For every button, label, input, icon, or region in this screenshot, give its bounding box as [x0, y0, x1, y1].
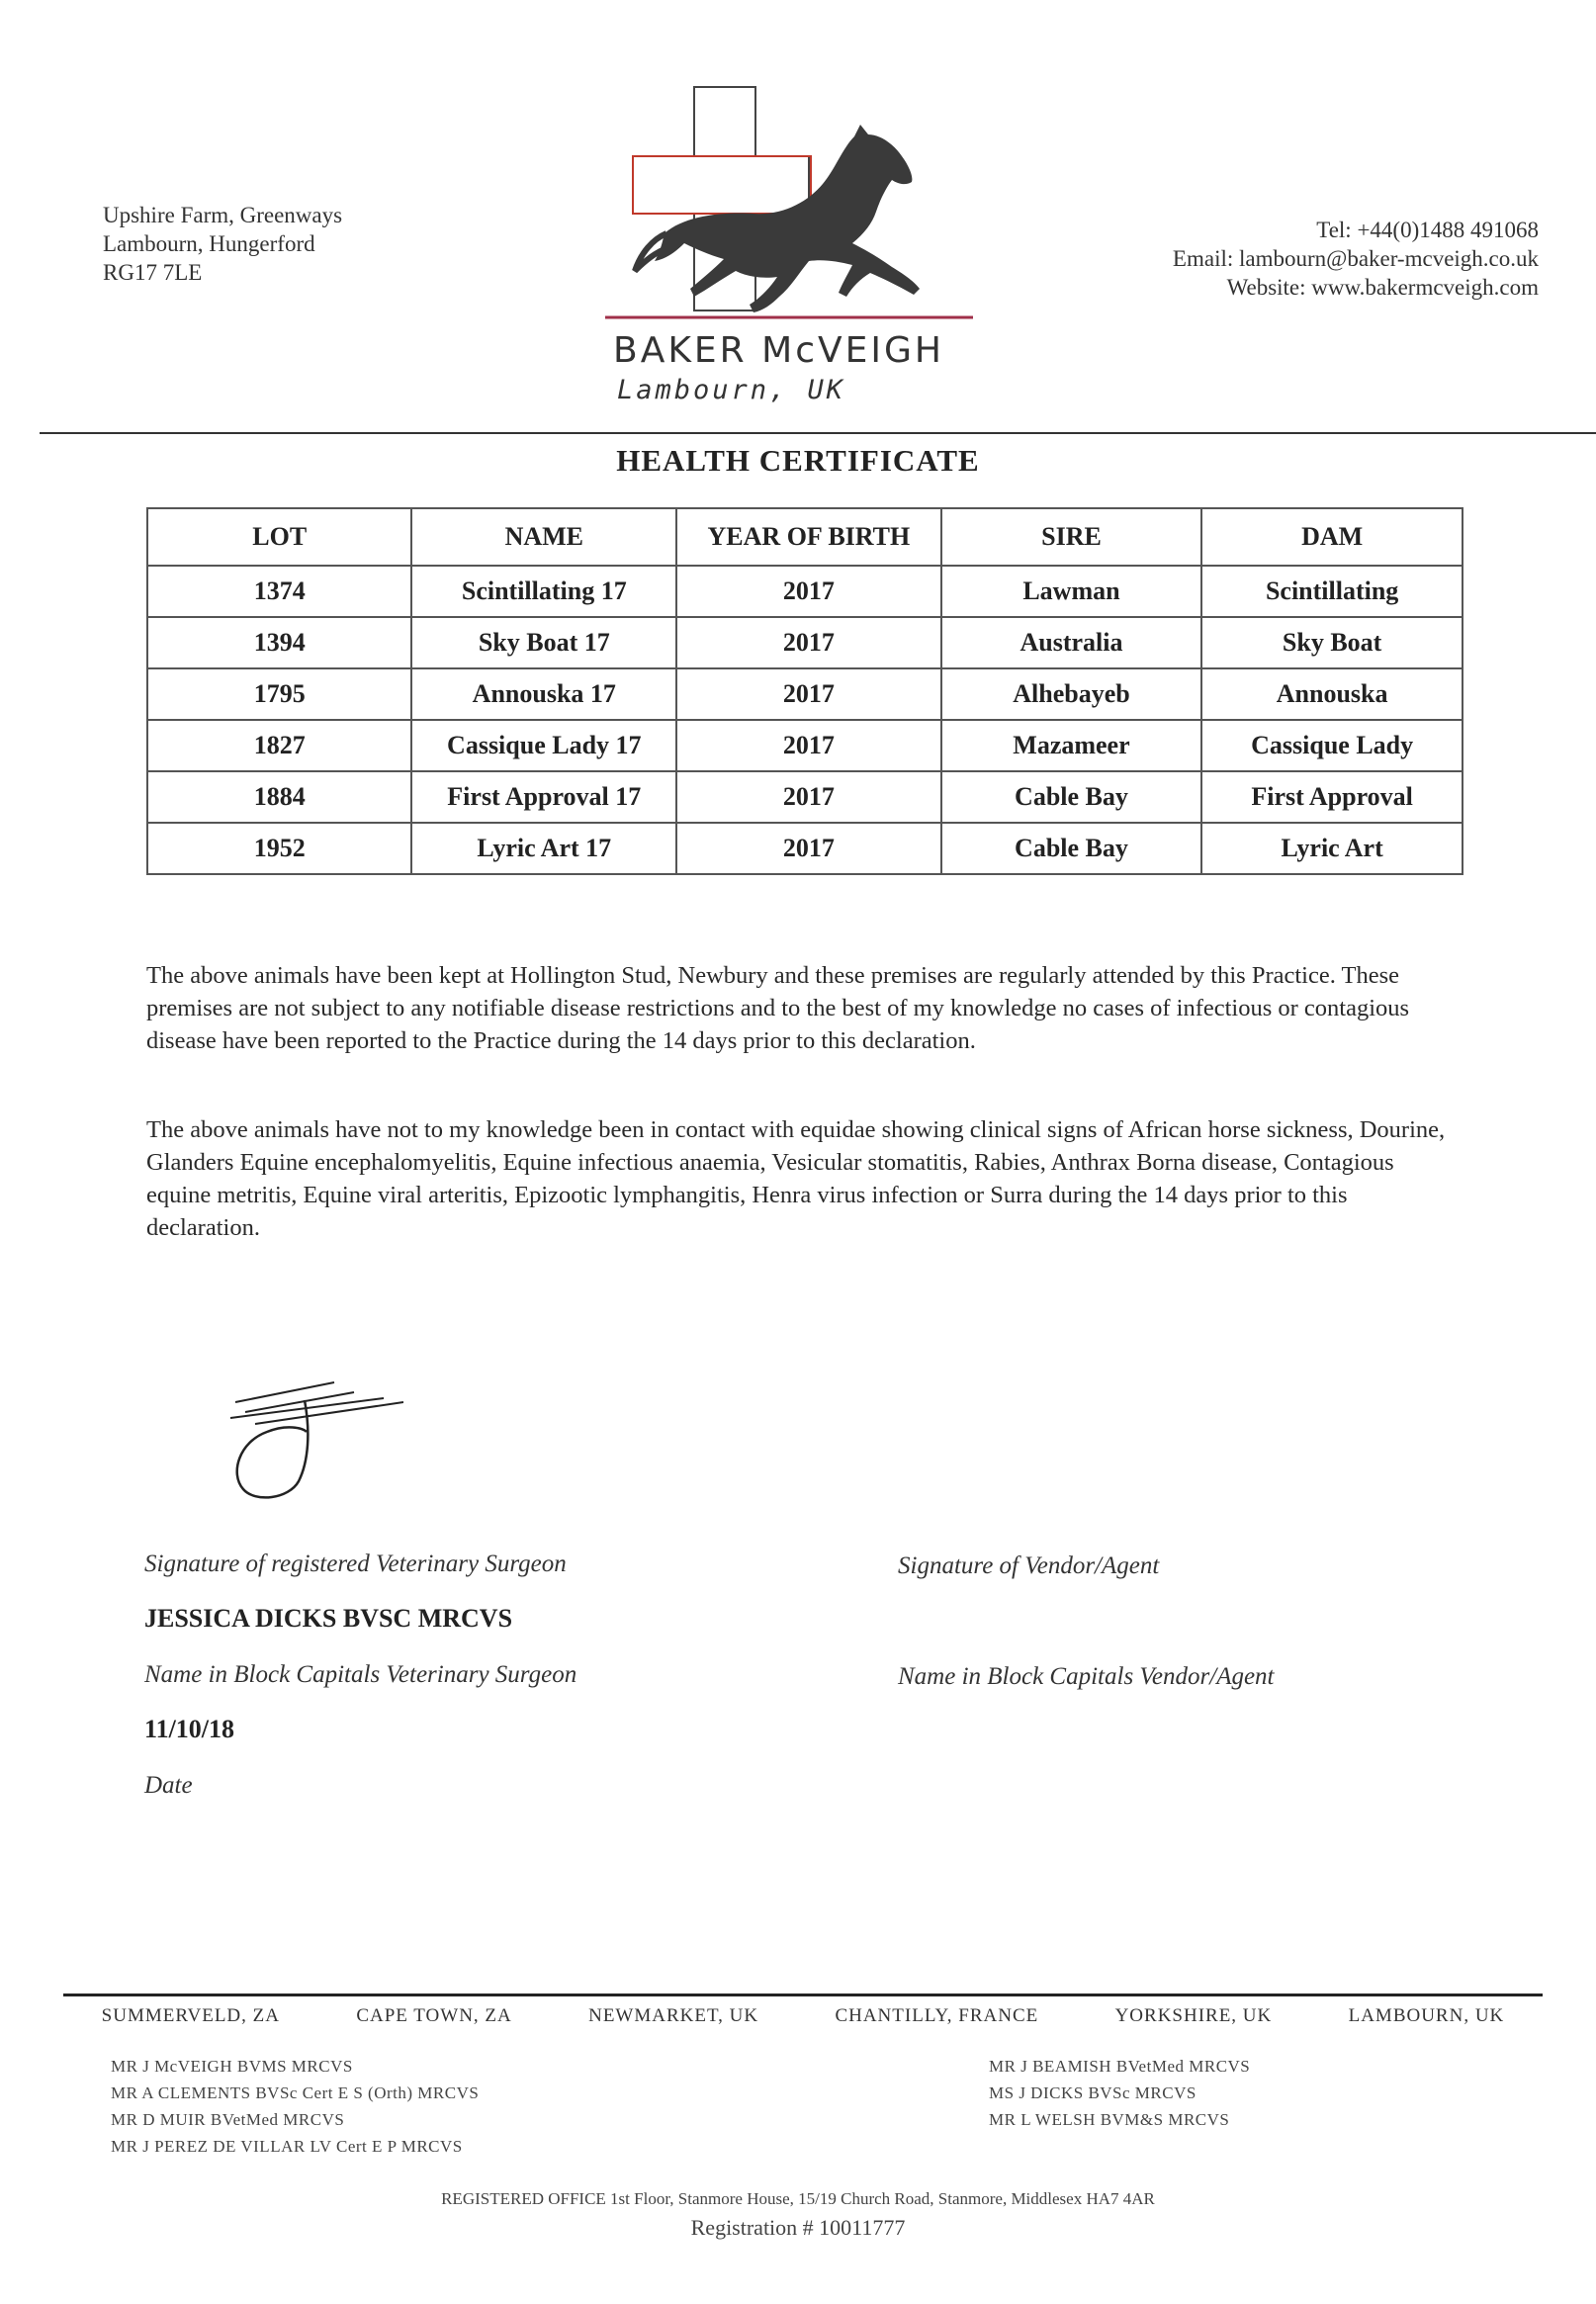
vet-signature-label: Signature of registered Veterinary Surgeon [144, 1551, 567, 1577]
registration-number: Registration # 10011777 [690, 2215, 906, 2240]
name-cell: First Approval 17 [411, 771, 676, 823]
certificate-title: HEALTH CERTIFICATE [616, 443, 980, 478]
lot-cell: 1827 [147, 720, 411, 771]
table-row [147, 668, 1463, 720]
vet-name: JESSICA DICKS BVSC MRCVS [144, 1604, 513, 1633]
sire-cell: Alhebayeb [941, 668, 1202, 720]
table-header-row [147, 508, 1463, 566]
office-location: YORKSHIRE, UK [1114, 2005, 1273, 2026]
col-header-year-of-birth: YEAR OF BIRTH [676, 508, 941, 566]
contact-website: Website: www.bakermcveigh.com [1226, 275, 1539, 300]
declaration-paragraph-disease: The above animals have not to my knowledge been in contact with equidae showing clinical signs of African horse sickness, Dourine, Glanders Equine encephalomyelitis, Equine infectious anaemia, Vesicular stomatitis, Rabies, Anthrax Borna disease, Contagious equine metritis, Equine viral arteritis, Epizootic lymphangitis, Henra virus infection or Surra during the 14 days prior to this declaration. [146, 1116, 1446, 1241]
staff-list-left [111, 2053, 479, 2160]
year-cell: 2017 [676, 823, 941, 874]
declaration-paragraph-premises: The above animals have been kept at Hollington Stud, Newbury and these premises are regularly attended by this Practice. These premises are not subject to any notifiable disease restrictions and to the best of my knowledge no cases of infectious or contagious disease have been reported to the Practice during the 14 days prior to this declaration. [146, 962, 1410, 1054]
name-cell: Sky Boat 17 [411, 617, 676, 668]
table-row [147, 566, 1463, 617]
registered-office: REGISTERED OFFICE 1st Floor, Stanmore House, 15/19 Church Road, Stanmore, Middlesex HA7 4AR [441, 2189, 1155, 2208]
cross-red-mark [633, 156, 811, 214]
office-location: NEWMARKET, UK [588, 2005, 759, 2026]
col-header-sire: SIRE [941, 508, 1202, 566]
dam-cell: Annouska [1201, 668, 1463, 720]
horse-table [146, 507, 1463, 875]
date-label: Date [144, 1772, 193, 1799]
lot-cell: 1394 [147, 617, 411, 668]
header-divider [40, 432, 1596, 434]
office-location: LAMBOURN, UK [1348, 2005, 1505, 2026]
name-cell: Cassique Lady 17 [411, 720, 676, 771]
dam-cell: Scintillating [1201, 566, 1463, 617]
lot-cell: 1374 [147, 566, 411, 617]
certificate-date: 11/10/18 [144, 1715, 235, 1743]
lot-cell: 1795 [147, 668, 411, 720]
staff-member: MR J McVEIGH BVMS MRCVS [111, 2057, 353, 2076]
address-line: RG17 7LE [103, 260, 203, 285]
year-cell: 2017 [676, 771, 941, 823]
staff-member: MR A CLEMENTS BVSc Cert E S (Orth) MRCVS [111, 2083, 480, 2102]
brand-name: BAKER McVEIGH [613, 330, 944, 371]
office-locations [63, 2005, 1543, 2027]
year-cell: 2017 [676, 668, 941, 720]
vet-name-label: Name in Block Capitals Veterinary Surgeon [144, 1661, 577, 1688]
table-row [147, 823, 1463, 874]
contact-phone: Tel: +44(0)1488 491068 [1316, 218, 1539, 242]
staff-member: MR J BEAMISH BVetMed MRCVS [989, 2057, 1251, 2076]
sire-cell: Lawman [941, 566, 1202, 617]
staff-member: MR L WELSH BVM&S MRCVS [989, 2110, 1230, 2129]
table-row [147, 771, 1463, 823]
sire-cell: Mazameer [941, 720, 1202, 771]
sire-cell: Australia [941, 617, 1202, 668]
staff-member: MS J DICKS BVSc MRCVS [989, 2083, 1197, 2102]
contact-details [1173, 216, 1539, 302]
address-line: Upshire Farm, Greenways [103, 203, 343, 227]
contact-email: Email: lambourn@baker-mcveigh.co.uk [1172, 246, 1539, 271]
dam-cell: Cassique Lady [1201, 720, 1463, 771]
vet-handwritten-signature [216, 1363, 403, 1501]
office-location: CAPE TOWN, ZA [356, 2005, 512, 2026]
staff-member: MR D MUIR BVetMed MRCVS [111, 2110, 345, 2129]
office-location: SUMMERVELD, ZA [101, 2005, 280, 2026]
sire-cell: Cable Bay [941, 823, 1202, 874]
address-line: Lambourn, Hungerford [103, 231, 315, 256]
year-cell: 2017 [676, 617, 941, 668]
name-cell: Lyric Art 17 [411, 823, 676, 874]
year-cell: 2017 [676, 720, 941, 771]
year-cell: 2017 [676, 566, 941, 617]
horse-tail [635, 233, 666, 271]
table-row [147, 617, 1463, 668]
vendor-name-label: Name in Block Capitals Vendor/Agent [898, 1663, 1275, 1690]
col-header-lot: LOT [147, 508, 411, 566]
name-cell: Annouska 17 [411, 668, 676, 720]
lot-cell: 1952 [147, 823, 411, 874]
lot-cell: 1884 [147, 771, 411, 823]
staff-member: MR J PEREZ DE VILLAR LV Cert E P MRCVS [111, 2137, 463, 2156]
vendor-signature-label: Signature of Vendor/Agent [898, 1552, 1160, 1579]
footer-divider [63, 1994, 1543, 1996]
dam-cell: Lyric Art [1201, 823, 1463, 874]
sire-cell: Cable Bay [941, 771, 1202, 823]
brand-location: Lambourn, UK [617, 375, 846, 405]
practice-address [103, 201, 342, 287]
name-cell: Scintillating 17 [411, 566, 676, 617]
col-header-dam: DAM [1201, 508, 1463, 566]
staff-list-right [989, 2053, 1250, 2133]
office-location: CHANTILLY, FRANCE [835, 2005, 1039, 2026]
table-row [147, 720, 1463, 771]
dam-cell: First Approval [1201, 771, 1463, 823]
col-header-name: NAME [411, 508, 676, 566]
dam-cell: Sky Boat [1201, 617, 1463, 668]
